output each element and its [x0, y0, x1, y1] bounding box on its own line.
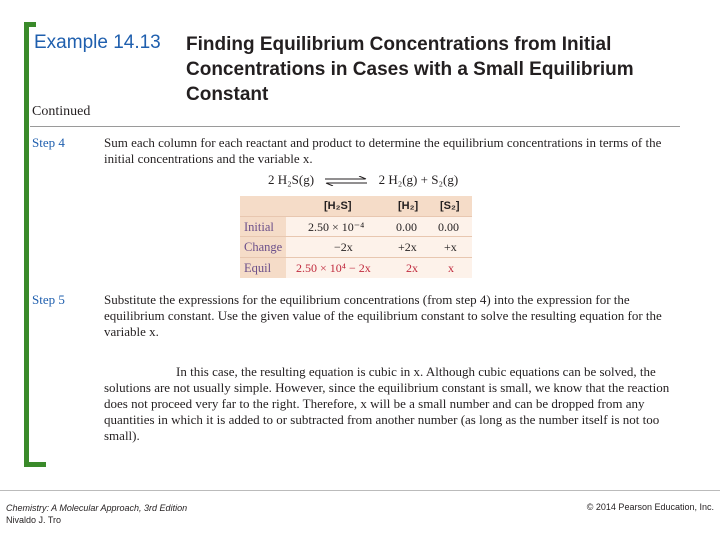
footer-copyright: © 2014 Pearson Education, Inc. — [586, 502, 714, 512]
example-title — [186, 32, 686, 107]
ice-row-label-equil: Equil — [244, 261, 272, 275]
title-line-2: Concentrations in Cases with a Small Equilibrium — [186, 59, 634, 80]
example-number: Example 14.13 — [34, 32, 161, 53]
reaction-products: 2 H₂(g) + S₂(g) — [378, 172, 459, 187]
ice-row-label-change: Change — [244, 240, 283, 254]
step-5-note: In this case, the resulting equation is cubic in x. Although cubic equations can be solved, the solutions are not usually simple. However, since the equilibrium constant is small, we know that the reaction does not proceed very far to the right. Therefore, x will be a small number and can be dropped from any quantities in which it is added to or subtracted from another number (as long as the number itself is not too small). — [104, 364, 670, 443]
continued-label: Continued — [32, 104, 91, 119]
title-line-1: Finding Equilibrium Concentrations from Initial — [186, 34, 612, 55]
ice-change-s2: +x — [444, 240, 457, 254]
footer-author: Nivaldo J. Tro — [6, 515, 62, 525]
ice-equil-h2: 2x — [406, 261, 418, 275]
green-bracket-bottom — [24, 462, 46, 467]
ice-rule — [240, 216, 472, 217]
step-4-label: Step 4 — [32, 135, 65, 150]
ice-header-row — [240, 196, 472, 216]
ice-header-h2s: [H₂S] — [324, 200, 352, 212]
ice-row-label-initial: Initial — [244, 220, 274, 234]
ice-change-h2s: −2x — [334, 240, 353, 254]
ice-table — [240, 196, 472, 278]
ice-rule — [240, 236, 472, 237]
ice-initial-h2: 0.00 — [396, 220, 417, 234]
green-bracket-bar — [24, 22, 29, 467]
reaction-reactant: 2 H₂S(g) — [268, 172, 315, 187]
green-bracket-top — [24, 22, 36, 27]
ice-equil-h2s: 2.50 × 10⁴ − 2x — [296, 261, 371, 275]
header-divider — [30, 126, 680, 127]
ice-header-h2: [H₂] — [398, 200, 419, 212]
ice-change-h2: +2x — [398, 240, 417, 254]
ice-initial-s2: 0.00 — [438, 220, 459, 234]
step-5-label: Step 5 — [32, 292, 65, 307]
step-4-text: Sum each column for each reactant and product to determine the equilibrium concentrations in terms of the initial concentrations and the variable x. — [104, 135, 662, 166]
footer-divider — [0, 490, 720, 491]
reaction-equation — [268, 172, 458, 188]
footer-book-title: Chemistry: A Molecular Approach, 3rd Edition — [6, 503, 188, 513]
ice-rule — [240, 257, 472, 258]
equilibrium-arrow-icon — [323, 176, 369, 186]
title-line-3: Constant — [186, 84, 269, 105]
ice-header-s2: [S₂] — [440, 200, 460, 212]
footer-citation — [6, 502, 187, 526]
step-5-text: Substitute the expressions for the equilibrium concentrations (from step 4) into the expression for the equilibrium constant. Use the given value of the equilibrium constant to solve the resulting equation for the variable x. — [104, 292, 662, 339]
ice-initial-h2s: 2.50 × 10⁻⁴ — [308, 220, 365, 234]
ice-equil-s2: x — [448, 261, 454, 275]
